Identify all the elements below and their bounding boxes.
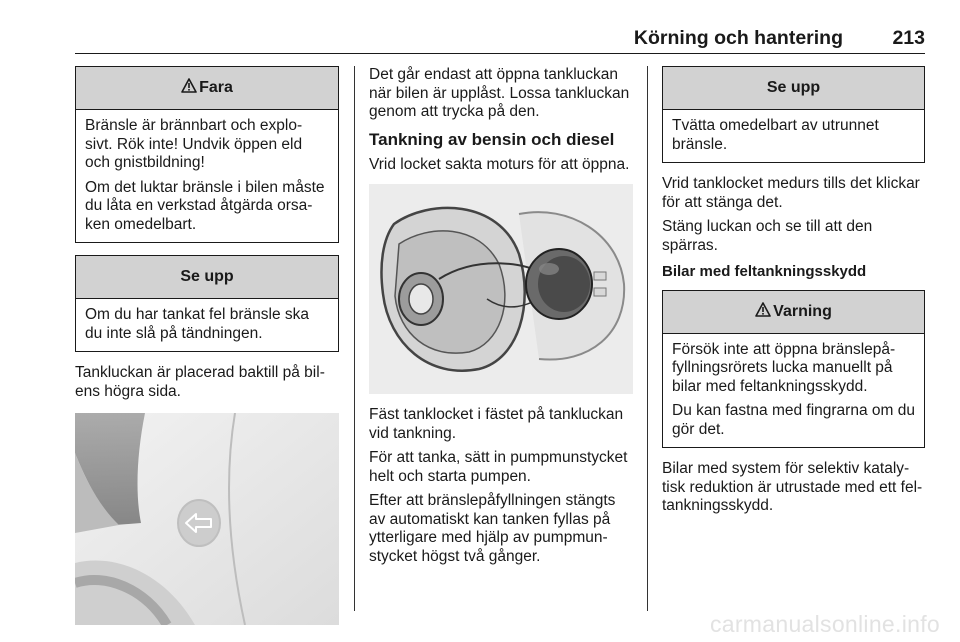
- body-paragraph: Fäst tanklocket i fästet på tankluckan vid tankning.: [369, 406, 624, 442]
- warning-triangle-icon: [181, 78, 197, 93]
- fuel-door-location-figure: [75, 413, 339, 625]
- subsection-heading: Bilar med feltankningsskydd: [662, 263, 867, 280]
- danger-box: [75, 66, 339, 243]
- warning-box-title: Varning: [773, 302, 832, 320]
- column-left: [75, 66, 339, 625]
- column-middle: [369, 66, 633, 572]
- body-paragraph: Vrid tanklocket medurs tills det klickar för att stänga det.: [662, 175, 920, 211]
- danger-box-header: [76, 67, 338, 110]
- fuel-cap-illustration: [369, 184, 633, 394]
- body-paragraph: För att tanka, sätt in pumpmunstycket helt och starta pumpen.: [369, 449, 628, 485]
- fuel-cap-figure: [369, 184, 633, 394]
- caution-box-header: Se upp: [76, 256, 338, 299]
- caution-box-header: Se upp: [663, 67, 924, 110]
- danger-box-text: Om det luktar bränsle i bilen måste du låta en verkstad åtgärda orsa-ken omedelbart.: [85, 178, 325, 233]
- caution-box-text: Om du har tankat fel bränsle ska du inte slå på tändningen.: [85, 306, 310, 342]
- page-number: 213: [892, 27, 925, 49]
- caution-box-text: Tvätta omedelbart av utrunnet bränsle.: [672, 117, 879, 153]
- warning-triangle-icon: [755, 302, 771, 317]
- warning-box-header: [663, 291, 924, 334]
- caution-box: [75, 255, 339, 352]
- body-paragraph: Det går endast att öppna tankluckan när bilen är upplåst. Lossa tankluckan genom att trycka på den.: [369, 66, 630, 120]
- caution-box: [662, 66, 925, 163]
- body-paragraph: Bilar med system för selektiv kataly-tisk reduktion är utrustade med ett fel-tankningsskydd.: [662, 460, 923, 514]
- column-right: [662, 66, 925, 522]
- watermark: carmanualsonline.info: [709, 611, 940, 637]
- body-paragraph: Vrid locket sakta moturs för att öppna.: [369, 155, 630, 173]
- section-title: Körning och hantering: [633, 27, 843, 49]
- section-heading: Tankning av bensin och diesel: [369, 129, 615, 149]
- column-divider: [647, 66, 648, 611]
- body-paragraph: Tankluckan är placerad baktill på bil-ens högra sida.: [75, 364, 325, 400]
- warning-box-text: Du kan fastna med fingrarna om du gör det.: [672, 402, 915, 438]
- warning-box-text: Försök inte att öppna bränslepå-fyllningsrörets lucka manuellt på bilar med feltankningsskydd.: [672, 340, 896, 395]
- page-header: [75, 27, 925, 54]
- car-rear-illustration: [75, 413, 339, 625]
- warning-box: [662, 290, 925, 449]
- danger-box-text: Bränsle är brännbart och explo-sivt. Rök inte! Undvik öppen eld och gnistbildning!: [85, 117, 303, 171]
- body-paragraph: Efter att bränslepåfyllningen stängts av automatiskt kan tanken fyllas på ytterligare med hjälp av pumpmun-stycket högst två gånger.: [369, 492, 616, 565]
- danger-box-title: Fara: [199, 79, 233, 96]
- body-paragraph: Stäng luckan och se till att den spärras.: [662, 218, 873, 254]
- column-divider: [354, 66, 355, 611]
